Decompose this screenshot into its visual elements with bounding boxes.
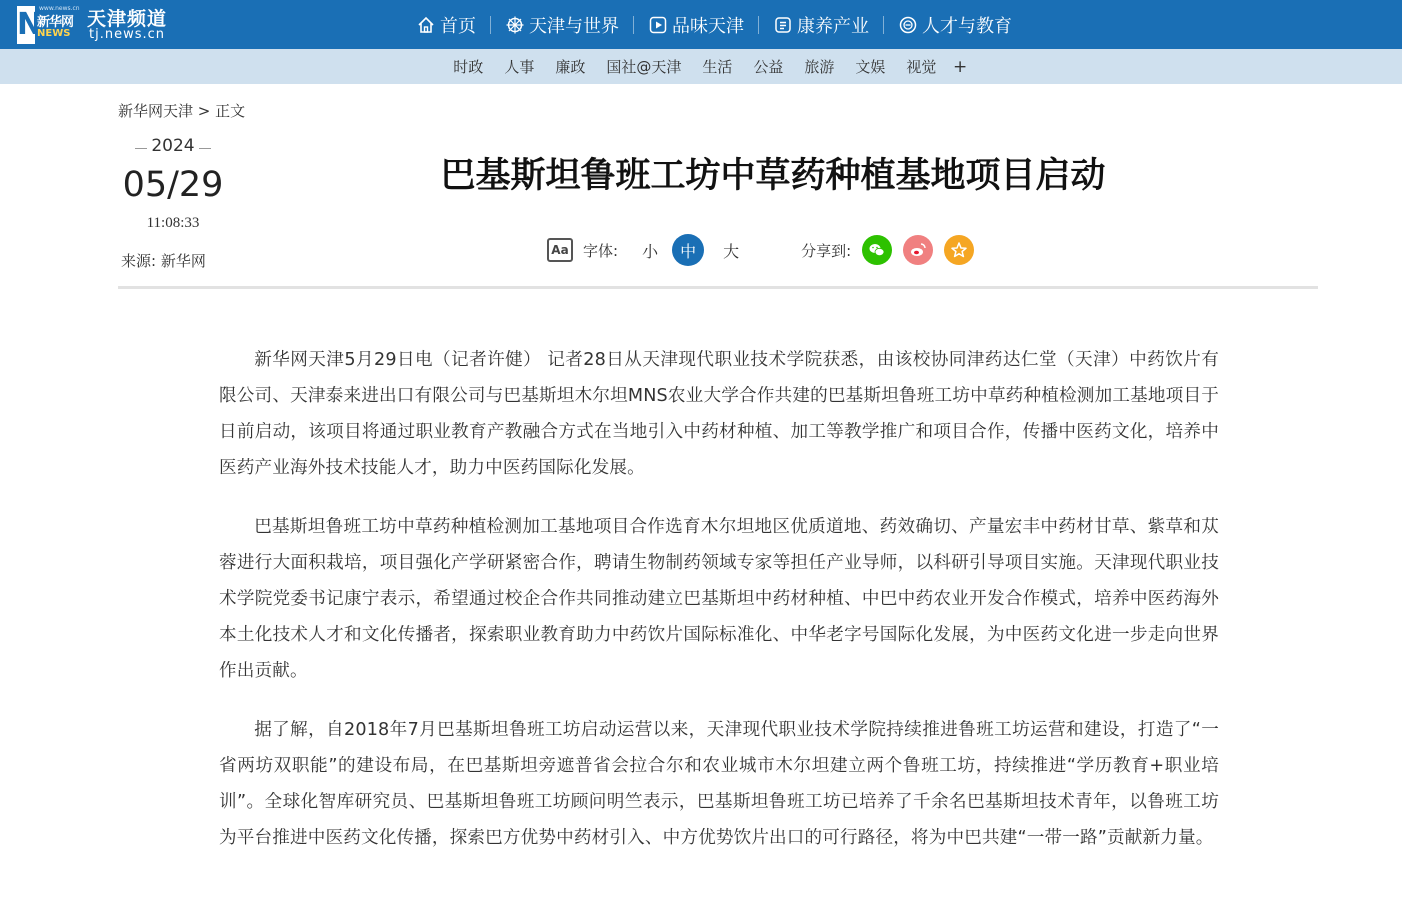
sub-nav-item[interactable]: 视觉	[906, 58, 937, 76]
font-large-button[interactable]: 大	[723, 241, 740, 261]
breadcrumb-home-link[interactable]: 新华网天津	[118, 102, 194, 120]
breadcrumb-current: 正文	[215, 102, 246, 120]
nav-divider	[633, 16, 634, 34]
main-nav-taste-tianjin[interactable]	[648, 12, 744, 38]
main-nav-talent-education[interactable]	[898, 12, 1012, 38]
logo-cn: 新华网	[37, 15, 74, 30]
sub-nav-item[interactable]: 国社@天津	[606, 58, 682, 76]
share-weibo-button[interactable]	[903, 235, 933, 265]
article-paragraph: 新华网天津5月29日电（记者许健） 记者28日从天津现代职业技术学院获悉，由该校协同津药达仁堂（天津）中药饮片有限公司、天津泰来进出口有限公司与巴基斯坦木尔坦MNS农业大学合作共建的巴基斯坦鲁班工坊中草药种植检测加工基地项目于日前启动，该项目将通过职业教育产教融合方式在当地引入中药材种植、加工等教学推广和项目合作，传播中医药文化，培养中医药产业海外技术技能人才，助力中医药国际化发展。	[219, 350, 1219, 478]
article-paragraph: 巴基斯坦鲁班工坊中草药种植检测加工基地项目合作选育木尔坦地区优质道地、药效确切、产量宏丰中药材甘草、紫草和苁蓉进行大面积栽培，项目强化产学研紧密合作，聘请生物制药领域专家等担任产业导师，以科研引导项目实施。天津现代职业技术学院党委书记康宁表示，希望通过校企合作共同推动建立巴基斯坦中药材种植、中巴中药农业开发合作模式，培养中医药海外本土化技术人才和文化传播者，探索职业教育助力中药饮片国际标准化、中华老字号国际化发展，为中医药文化进一步走向世界作出贡献。	[219, 517, 1219, 681]
nav-divider	[883, 16, 884, 34]
main-nav-home[interactable]	[416, 12, 476, 38]
main-nav-label: 天津与世界	[529, 15, 619, 37]
main-nav-label: 首页	[440, 15, 476, 37]
main-nav-tianjin-world[interactable]	[505, 12, 619, 38]
site-logo[interactable]	[17, 6, 177, 44]
sub-nav-item[interactable]: 文娱	[855, 58, 886, 76]
main-nav-label: 康养产业	[797, 15, 869, 37]
home-icon	[416, 15, 436, 35]
article-paragraph: 据了解，自2018年7月巴基斯坦鲁班工坊启动运营以来，天津现代职业技术学院持续推进鲁班工坊运营和建设，打造了“一省两坊双职能”的建设布局，在巴基斯坦旁遮普省会拉合尔和农业城市木尔坦建立两个鲁班工坊，持续推进“学历教育+职业培训”。全球化智库研究员、巴基斯坦鲁班工坊顾问明竺表示，巴基斯坦鲁班工坊已培养了千余名巴基斯坦技术青年，以鲁班工坊为平台推进中医药文化传播，探索巴方优势中药材引入、中方优势饮片出口的可行路径，将为中巴共建“一带一路”贡献新力量。	[219, 720, 1219, 848]
font-small-button[interactable]: 小	[642, 241, 659, 261]
sub-nav-item[interactable]: 公益	[753, 58, 784, 76]
font-size-icon: Aa	[547, 238, 573, 262]
play-icon	[648, 15, 668, 35]
coin-icon	[898, 15, 918, 35]
document-icon	[773, 15, 793, 35]
article-tools	[547, 233, 974, 267]
article-headline: 巴基斯坦鲁班工坊中草药种植基地项目启动	[440, 156, 1106, 196]
wechat-icon	[867, 240, 887, 260]
logo-en: NEWS	[37, 28, 71, 39]
nav-divider	[490, 16, 491, 34]
share-label: 分享到:	[801, 241, 852, 260]
article-body	[219, 342, 1219, 879]
main-nav	[416, 0, 1012, 49]
xinhua-logo-mark	[17, 6, 83, 44]
star-icon	[949, 240, 969, 260]
font-medium-button[interactable]: 中	[672, 234, 704, 266]
weibo-icon	[908, 240, 928, 260]
sub-nav-more-button[interactable]: +	[952, 56, 968, 77]
sub-nav-item[interactable]: 旅游	[804, 58, 835, 76]
breadcrumb	[118, 100, 245, 121]
sub-nav-item[interactable]: 廉政	[555, 58, 586, 76]
sub-nav-item[interactable]: 生活	[702, 58, 733, 76]
publish-year: 2024	[118, 136, 228, 156]
logo-letter: N	[17, 7, 43, 42]
publish-month-day: 05/29	[122, 165, 224, 205]
sub-nav-item[interactable]: 人事	[504, 58, 535, 76]
globe-icon	[505, 15, 525, 35]
nav-divider	[758, 16, 759, 34]
main-nav-health-industry[interactable]	[773, 12, 869, 38]
sub-nav	[0, 49, 1402, 84]
top-bar	[0, 0, 1402, 49]
font-size-label: 字体:	[583, 241, 619, 260]
channel-domain: tj.news.cn	[89, 27, 166, 42]
publish-time: 11:08:33	[146, 215, 200, 231]
share-favorite-button[interactable]	[944, 235, 974, 265]
main-nav-label: 人才与教育	[922, 15, 1012, 37]
header-divider	[118, 286, 1318, 289]
main-nav-label: 品味天津	[672, 15, 744, 37]
channel-title: 天津频道	[87, 8, 168, 30]
share-wechat-button[interactable]	[862, 235, 892, 265]
logo-small-url: www.news.cn	[39, 5, 80, 12]
breadcrumb-separator: >	[193, 102, 216, 120]
sub-nav-item[interactable]: 时政	[453, 58, 484, 76]
article-source: 来源: 新华网	[121, 252, 206, 270]
